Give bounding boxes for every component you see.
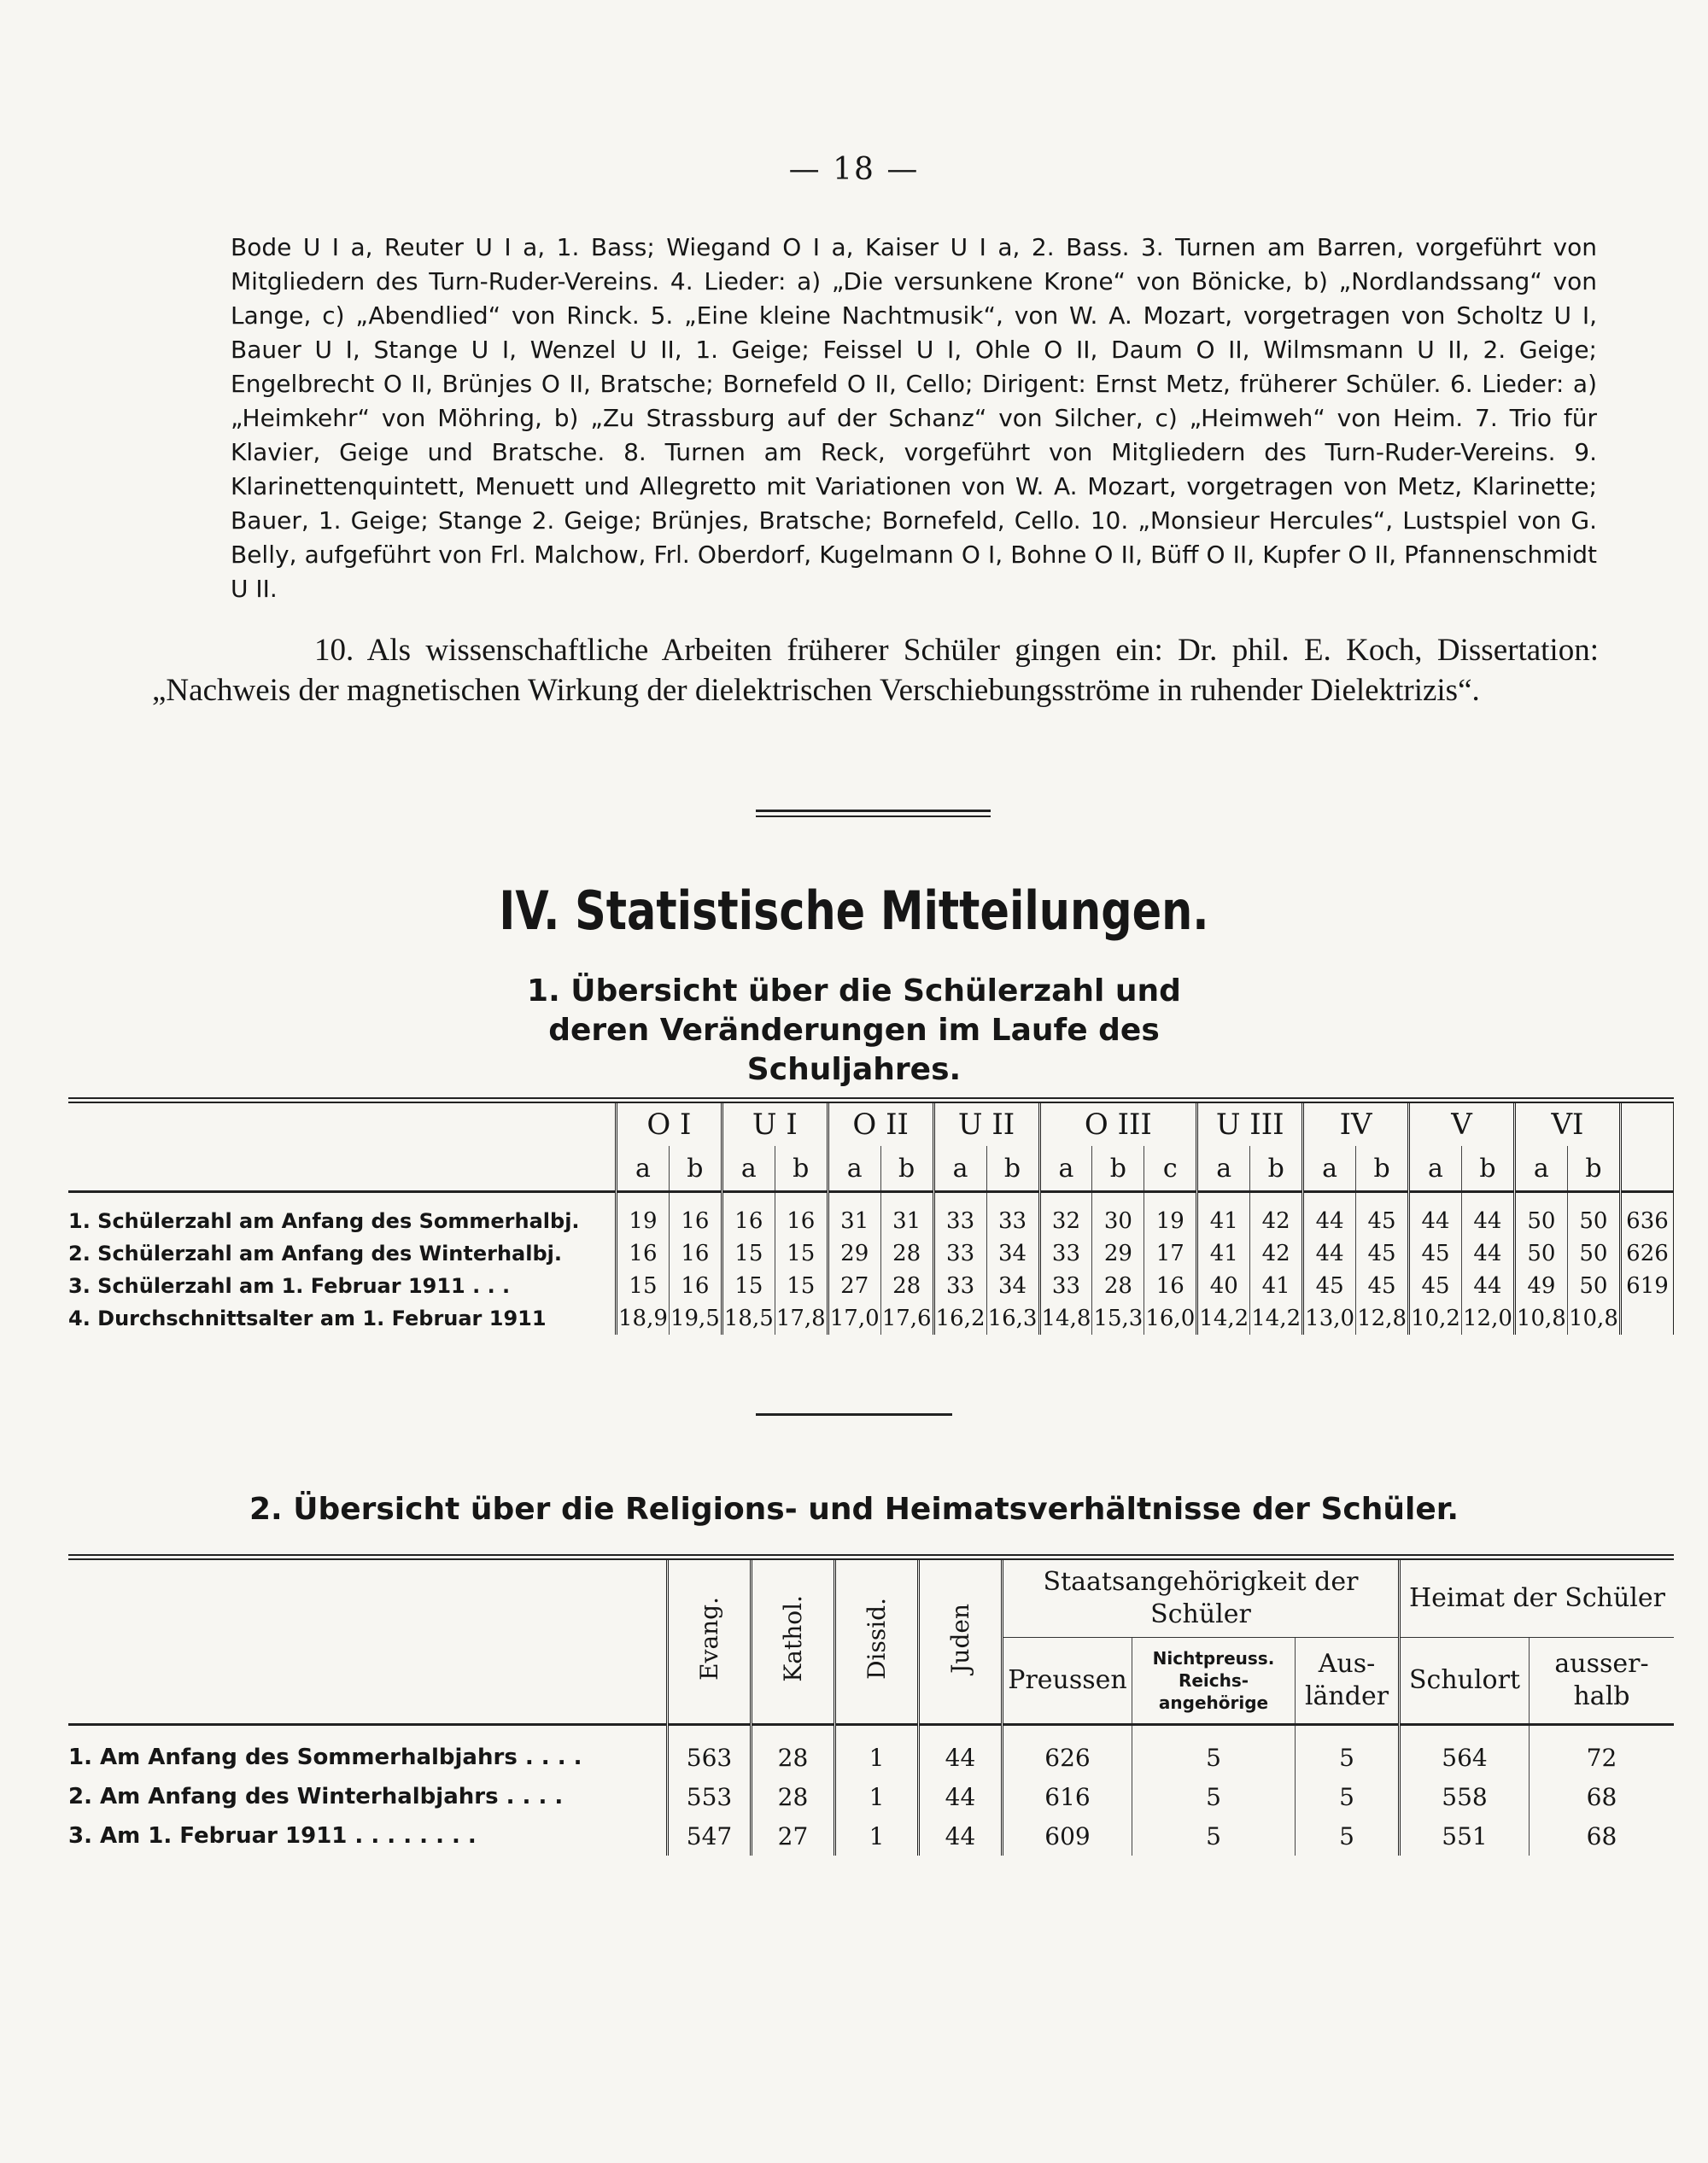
table-cell: 33 bbox=[933, 1270, 986, 1302]
subcol-header: a bbox=[1039, 1146, 1092, 1192]
student-count-table bbox=[68, 1097, 1674, 1335]
table-cell: 40 bbox=[1197, 1270, 1250, 1302]
table-row bbox=[68, 1237, 1674, 1270]
section-divider bbox=[756, 810, 991, 817]
table-cell: 16 bbox=[669, 1270, 722, 1302]
table-cell: 14,8 bbox=[1039, 1302, 1092, 1335]
table-cell: 17 bbox=[1144, 1237, 1197, 1270]
table-cell: 33 bbox=[1039, 1237, 1092, 1270]
table-cell: 31 bbox=[880, 1192, 933, 1238]
table-cell: 41 bbox=[1197, 1237, 1250, 1270]
table-cell: 44 bbox=[1461, 1237, 1514, 1270]
table-cell: 5 bbox=[1132, 1816, 1296, 1856]
table-cell: 15,3 bbox=[1092, 1302, 1144, 1335]
section-heading-iv: IV. Statistische Mitteilungen. bbox=[499, 880, 1209, 942]
table-cell: 12,8 bbox=[1356, 1302, 1409, 1335]
subcol-header: b bbox=[1567, 1146, 1620, 1192]
table-cell: 45 bbox=[1356, 1237, 1409, 1270]
table1-label-header bbox=[68, 1146, 617, 1192]
table-cell: 547 bbox=[668, 1816, 752, 1856]
total-header bbox=[1621, 1101, 1674, 1147]
row-label: 4. Durchschnittsalter am 1. Februar 1911 bbox=[68, 1307, 547, 1330]
table-cell: 33 bbox=[986, 1192, 1039, 1238]
table-cell: 18,5 bbox=[722, 1302, 775, 1335]
table-cell: 49 bbox=[1514, 1270, 1567, 1302]
table-cell: 28 bbox=[1092, 1270, 1144, 1302]
section-9-program-text: Bode U I a, Reuter U I a, 1. Bass; Wiegand O I a, Kaiser U I a, 2. Bass. 3. Turnen am Barren, vorgeführt von Mitgliedern des Turn-Ruder-Vereins. 4. Lieder: a) „Die versunkene Krone“ von Bönicke, b) „Nordlandssang“ von Lange, c) „Abendlied“ von Rinck. 5. „Eine kleine Nachtmusik“, von W. A. Mozart, vorgetragen von Scholtz U I, Bauer U I, Stange U I, Wenzel U II, 1. Geige; Feissel U I, Ohle O II, Daum O II, Wilmsmann U II, 2. Geige; Engelbrecht O II, Brünjes O II, Bratsche; Bornefeld O II, Cello; Dirigent: Ernst Metz, früherer Schüler. 6. Lieder: a) „Heimkehr“ von Möhring, b) „Zu Strassburg auf der Schanz“ von Silcher, c) „Heimweh“ von Heim. 7. Trio für Klavier, Geige und Bratsche. 8. Turnen am Reck, vorgeführt von Mitgliedern des Turn-Ruder-Vereins. 9. Klarinettenquintett, Menuett und Allegretto mit Variationen von W. A. Mozart, vorgetragen von Metz, Klarinette; Bauer, 1. Geige; Stange 2. Geige; Brünjes, Bratsche; Bornefeld, Cello. 10. „Monsieur Hercules“, Lustspiel von G. Belly, aufgeführt von Frl. Malchow, Frl. Oberdorf, Kugelmann O I, Bohne O II, Büff O II, Kupfer O II, Pfannenschmidt U II. bbox=[231, 233, 1597, 603]
class-header: O III bbox=[1039, 1101, 1197, 1147]
table-cell: 50 bbox=[1514, 1192, 1567, 1238]
table-row bbox=[68, 1777, 1674, 1816]
subcol-header: a bbox=[828, 1146, 880, 1192]
total-cell: 619 bbox=[1621, 1270, 1674, 1302]
table-cell: 42 bbox=[1250, 1192, 1303, 1238]
table-row bbox=[68, 1270, 1674, 1302]
schulort-header: Schulort bbox=[1400, 1638, 1530, 1725]
subcol-header: a bbox=[1303, 1146, 1356, 1192]
total-cell bbox=[1621, 1302, 1674, 1335]
evang-header-text: Evang. bbox=[695, 1597, 723, 1681]
table1-title: 1. Übersicht über die Schülerzahl und deren Veränderungen im Laufe des Schuljahres. bbox=[527, 973, 1181, 1087]
subcol-header: b bbox=[1092, 1146, 1144, 1192]
kathol-header-text: Kathol. bbox=[779, 1595, 807, 1682]
table-cell: 44 bbox=[919, 1777, 1003, 1816]
subcol-header: b bbox=[1461, 1146, 1514, 1192]
staats-header: Staatsangehörigkeit der Schüler bbox=[1003, 1558, 1400, 1638]
row-label: 2. Am Anfang des Winterhalbjahrs . . . . bbox=[68, 1784, 564, 1809]
total-cell: 626 bbox=[1621, 1237, 1674, 1270]
table-cell: 14,2 bbox=[1197, 1302, 1250, 1335]
subcol-header: a bbox=[1409, 1146, 1462, 1192]
table-cell: 10,8 bbox=[1567, 1302, 1620, 1335]
subcol-header: a bbox=[617, 1146, 670, 1192]
class-header: U III bbox=[1197, 1101, 1303, 1147]
table-cell: 16 bbox=[1144, 1270, 1197, 1302]
subcol-header: a bbox=[933, 1146, 986, 1192]
juden-header bbox=[919, 1558, 1003, 1725]
table-cell: 19,5 bbox=[669, 1302, 722, 1335]
table-cell: 44 bbox=[1409, 1192, 1462, 1238]
table-cell: 44 bbox=[919, 1816, 1003, 1856]
auslaender-header: Aus-länder bbox=[1296, 1638, 1400, 1725]
dissid-header bbox=[835, 1558, 919, 1725]
table-row bbox=[68, 1192, 1674, 1238]
table-cell: 50 bbox=[1567, 1192, 1620, 1238]
table-cell: 5 bbox=[1296, 1777, 1400, 1816]
dissid-header-text: Dissid. bbox=[863, 1598, 891, 1680]
class-header: U I bbox=[722, 1101, 828, 1147]
subcol-header: b bbox=[1356, 1146, 1409, 1192]
heimat-header: Heimat der Schüler bbox=[1400, 1558, 1675, 1638]
table-cell: 16 bbox=[775, 1192, 828, 1238]
table-cell: 5 bbox=[1132, 1777, 1296, 1816]
subcol-header: a bbox=[1514, 1146, 1567, 1192]
table-cell: 28 bbox=[880, 1237, 933, 1270]
table-cell: 16,3 bbox=[986, 1302, 1039, 1335]
table-cell: 10,8 bbox=[1514, 1302, 1567, 1335]
table-cell: 28 bbox=[752, 1725, 835, 1778]
table-cell: 45 bbox=[1409, 1237, 1462, 1270]
preussen-header: Preussen bbox=[1003, 1638, 1132, 1725]
subcol-header: b bbox=[986, 1146, 1039, 1192]
table-cell: 32 bbox=[1039, 1192, 1092, 1238]
table-cell: 45 bbox=[1409, 1270, 1462, 1302]
table-cell: 44 bbox=[919, 1725, 1003, 1778]
ausserhalb-header: ausser-halb bbox=[1530, 1638, 1675, 1725]
table-cell: 5 bbox=[1296, 1725, 1400, 1778]
table-row bbox=[68, 1816, 1674, 1856]
table-cell: 31 bbox=[828, 1192, 880, 1238]
table-cell: 1 bbox=[835, 1777, 919, 1816]
subcol-header: b bbox=[669, 1146, 722, 1192]
table-cell: 609 bbox=[1003, 1816, 1132, 1856]
table-cell: 29 bbox=[1092, 1237, 1144, 1270]
table-cell: 33 bbox=[933, 1192, 986, 1238]
table-cell: 45 bbox=[1356, 1192, 1409, 1238]
table-cell: 15 bbox=[722, 1270, 775, 1302]
table-cell: 27 bbox=[828, 1270, 880, 1302]
table-cell: 15 bbox=[722, 1237, 775, 1270]
table-cell: 41 bbox=[1197, 1192, 1250, 1238]
subcol-header: a bbox=[1197, 1146, 1250, 1192]
nichtpreuss-header: Nichtpreuss. Reichs-angehörige bbox=[1132, 1638, 1296, 1725]
table-cell: 16 bbox=[669, 1192, 722, 1238]
class-header: VI bbox=[1514, 1101, 1620, 1147]
total-subheader bbox=[1621, 1146, 1674, 1192]
table-cell: 30 bbox=[1092, 1192, 1144, 1238]
table-cell: 15 bbox=[775, 1270, 828, 1302]
table-cell: 34 bbox=[986, 1270, 1039, 1302]
table-cell: 5 bbox=[1296, 1816, 1400, 1856]
subcol-header: b bbox=[880, 1146, 933, 1192]
table-cell: 16,2 bbox=[933, 1302, 986, 1335]
table-cell: 28 bbox=[752, 1777, 835, 1816]
table-cell: 14,2 bbox=[1250, 1302, 1303, 1335]
row-label: 3. Schülerzahl am 1. Februar 1911 . . . bbox=[68, 1274, 511, 1298]
table-cell: 564 bbox=[1400, 1725, 1530, 1778]
table-cell: 12,0 bbox=[1461, 1302, 1514, 1335]
page-number: — 18 — bbox=[788, 152, 920, 187]
table-cell: 72 bbox=[1530, 1725, 1675, 1778]
table-cell: 33 bbox=[933, 1237, 986, 1270]
table-cell: 50 bbox=[1567, 1237, 1620, 1270]
table-cell: 44 bbox=[1461, 1270, 1514, 1302]
table-row bbox=[68, 1302, 1674, 1335]
table-divider bbox=[756, 1413, 952, 1416]
table-cell: 44 bbox=[1303, 1192, 1356, 1238]
subcol-header: b bbox=[1250, 1146, 1303, 1192]
table-cell: 44 bbox=[1303, 1237, 1356, 1270]
table-cell: 551 bbox=[1400, 1816, 1530, 1856]
subcol-header: b bbox=[775, 1146, 828, 1192]
table-cell: 34 bbox=[986, 1237, 1039, 1270]
table1-label-header bbox=[68, 1101, 617, 1147]
row-label: 1. Am Anfang des Sommerhalbjahrs . . . . bbox=[68, 1725, 668, 1778]
row-label: 1. Schülerzahl am Anfang des Sommerhalbj. bbox=[68, 1192, 617, 1238]
kathol-header bbox=[752, 1558, 835, 1725]
table-cell: 16 bbox=[617, 1237, 670, 1270]
table-cell: 16 bbox=[722, 1192, 775, 1238]
table-cell: 29 bbox=[828, 1237, 880, 1270]
class-header: U II bbox=[933, 1101, 1039, 1147]
table2-title: 2. Übersicht über die Religions- und Heimatsverhältnisse der Schüler. bbox=[249, 1492, 1459, 1527]
evang-header bbox=[668, 1558, 752, 1725]
table-cell: 41 bbox=[1250, 1270, 1303, 1302]
table-cell: 1 bbox=[835, 1816, 919, 1856]
table-cell: 50 bbox=[1514, 1237, 1567, 1270]
table-cell: 42 bbox=[1250, 1237, 1303, 1270]
table-cell: 27 bbox=[752, 1816, 835, 1856]
religion-origin-table bbox=[68, 1554, 1674, 1856]
table-cell: 626 bbox=[1003, 1725, 1132, 1778]
table-cell: 17,0 bbox=[828, 1302, 880, 1335]
total-cell: 636 bbox=[1621, 1192, 1674, 1238]
class-header: O I bbox=[617, 1101, 722, 1147]
table2-label-header bbox=[68, 1558, 668, 1725]
table-cell: 19 bbox=[617, 1192, 670, 1238]
table-cell: 5 bbox=[1132, 1725, 1296, 1778]
table-cell: 18,9 bbox=[617, 1302, 670, 1335]
table-cell: 616 bbox=[1003, 1777, 1132, 1816]
table-cell: 553 bbox=[668, 1777, 752, 1816]
table-cell: 10,2 bbox=[1409, 1302, 1462, 1335]
table-cell: 50 bbox=[1567, 1270, 1620, 1302]
table-row bbox=[68, 1725, 1674, 1778]
table-cell: 13,0 bbox=[1303, 1302, 1356, 1335]
section-10-dissertations-text: 10. Als wissenschaftliche Arbeiten früherer Schüler gingen ein: Dr. phil. E. Koch, Dissertation: „Nachweis der magnetischen Wirkung der dielektrischen Verschiebungsströme in ruhender Dielektrizis“. bbox=[152, 633, 1599, 708]
table-cell: 28 bbox=[880, 1270, 933, 1302]
table-cell: 15 bbox=[775, 1237, 828, 1270]
table-cell: 44 bbox=[1461, 1192, 1514, 1238]
table-cell: 45 bbox=[1303, 1270, 1356, 1302]
table-cell: 563 bbox=[668, 1725, 752, 1778]
table-cell: 16,0 bbox=[1144, 1302, 1197, 1335]
table-cell: 15 bbox=[617, 1270, 670, 1302]
table-cell: 45 bbox=[1356, 1270, 1409, 1302]
table-cell: 17,8 bbox=[775, 1302, 828, 1335]
table-cell: 558 bbox=[1400, 1777, 1530, 1816]
table-cell: 1 bbox=[835, 1725, 919, 1778]
class-header: IV bbox=[1303, 1101, 1409, 1147]
table-cell: 19 bbox=[1144, 1192, 1197, 1238]
row-label: 3. Am 1. Februar 1911 . . . . . . . . bbox=[68, 1823, 477, 1849]
class-header: V bbox=[1409, 1101, 1515, 1147]
table-cell: 68 bbox=[1530, 1816, 1675, 1856]
table-cell: 16 bbox=[669, 1237, 722, 1270]
table-cell: 68 bbox=[1530, 1777, 1675, 1816]
row-label: 2. Schülerzahl am Anfang des Winterhalbj. bbox=[68, 1242, 563, 1266]
subcol-header: c bbox=[1144, 1146, 1197, 1192]
class-header: O II bbox=[828, 1101, 933, 1147]
juden-header-text: Juden bbox=[946, 1604, 974, 1674]
table-cell: 33 bbox=[1039, 1270, 1092, 1302]
table-cell: 17,6 bbox=[880, 1302, 933, 1335]
subcol-header: a bbox=[722, 1146, 775, 1192]
